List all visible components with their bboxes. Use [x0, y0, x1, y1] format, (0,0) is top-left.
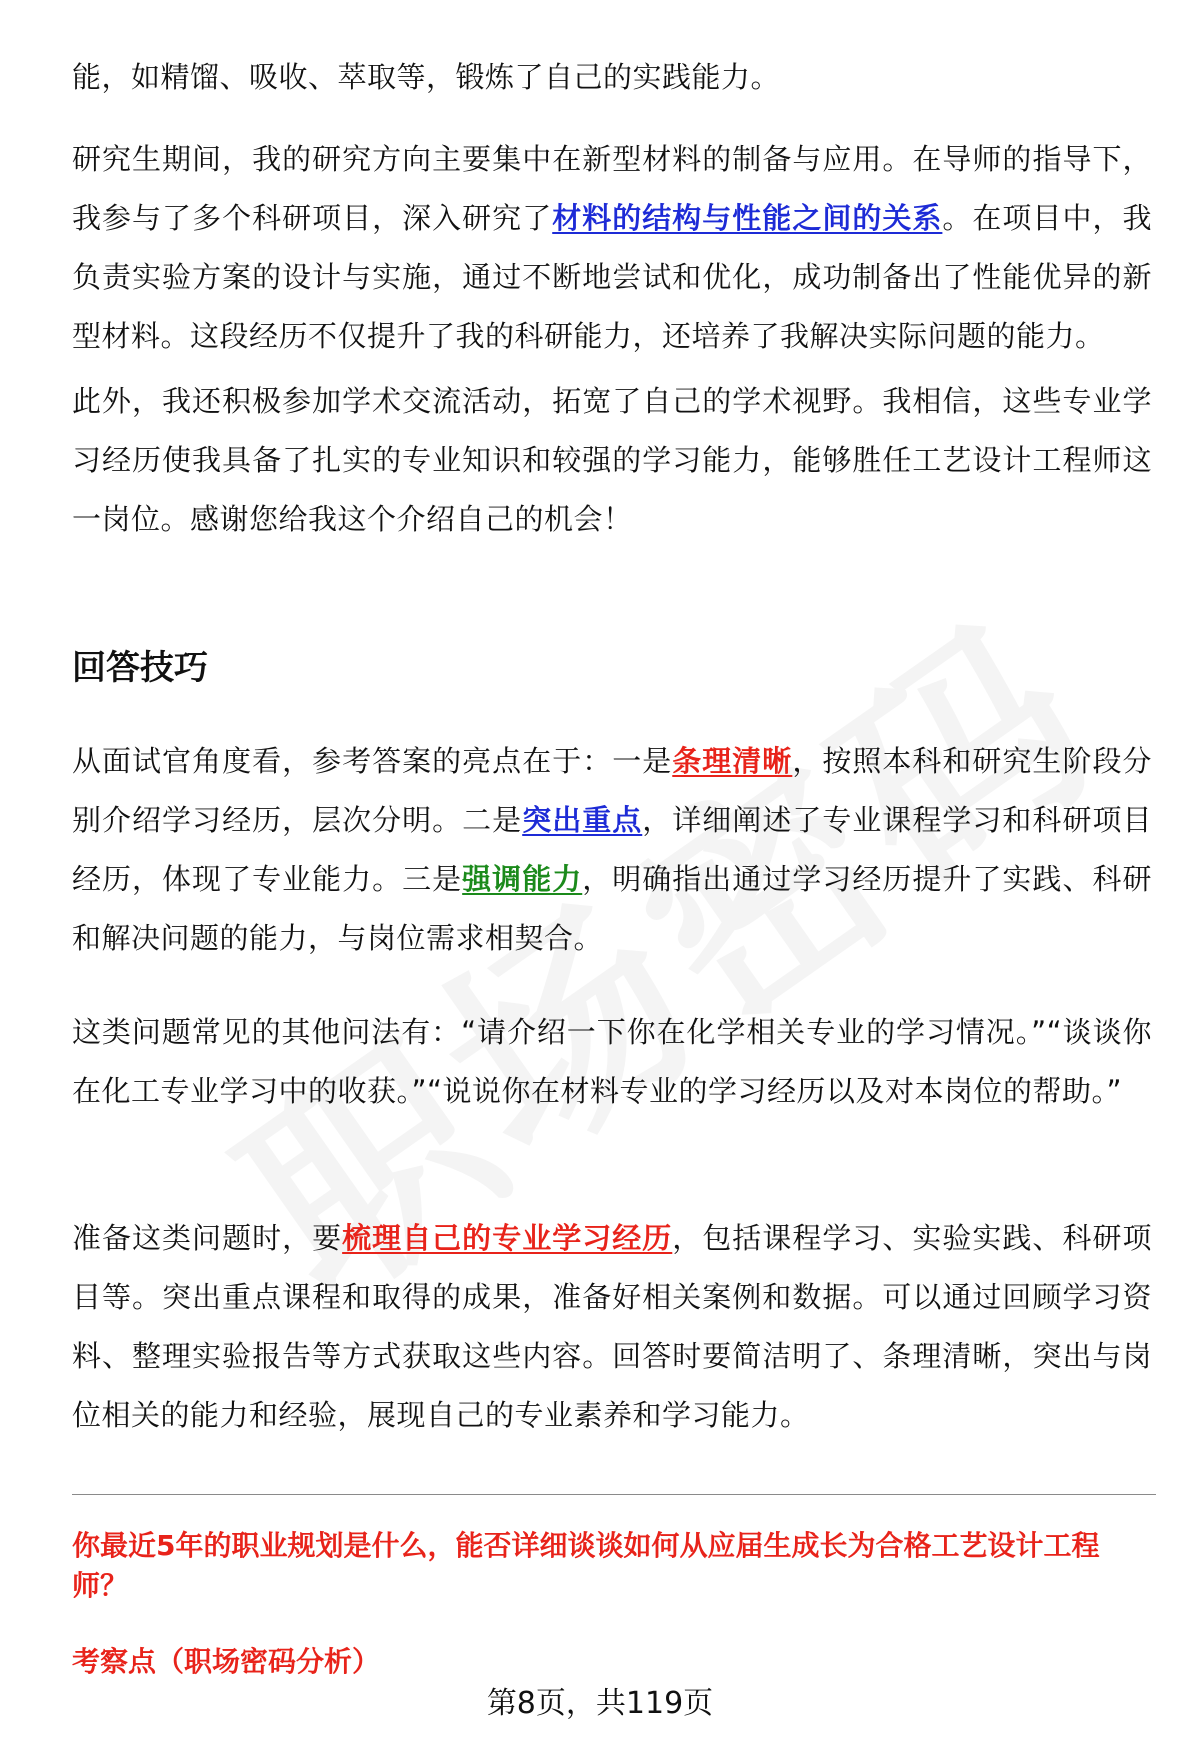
tips-1-text-a: 从面试官角度看，参考答案的亮点在于：一是 [72, 744, 673, 778]
next-subhead: 考察点（职场密码分析） [72, 1645, 381, 1678]
paragraph-1 [72, 48, 1152, 107]
paragraph-1-text: 能，如精馏、吸收、萃取等，锻炼了自己的实践能力。 [72, 60, 781, 94]
tips-1-text-d: ，明确指出通过学习经历提升了实践、科研和解决问题的能力，与岗位需求相契合。 [72, 862, 1152, 955]
paragraph-2 [72, 130, 1152, 366]
tips-paragraph-3 [72, 1209, 1152, 1445]
section-title: 回答技巧 [72, 648, 208, 688]
highlight-ability: 强调能力 [462, 862, 583, 896]
page-footer: 第8页，共119页 [486, 1686, 714, 1721]
tips-3-text-a: 准备这类问题时，要 [72, 1221, 343, 1255]
paragraph-3 [72, 372, 1152, 549]
highlight-organize-experience: 梳理自己的专业学习经历 [342, 1221, 673, 1255]
tips-1-text-c: ，详细阐述了专业课程学习和科研项目经历，体现了专业能力。三是 [72, 803, 1152, 896]
paragraph-3-text: 此外，我还积极参加学术交流活动，拓宽了自己的学术视野。我相信，这些专业学习经历使我具备了扎实的专业知识和较强的学习能力，能够胜任工艺设计工程师这一岗位。感谢您给我这个介绍自己的机会！ [72, 384, 1152, 536]
highlight-key-points: 突出重点 [522, 803, 643, 837]
highlight-clear-structure: 条理清晰 [672, 744, 793, 778]
tips-1-text-b: ，按照本科和研究生阶段分别介绍学习经历，层次分明。二是 [72, 744, 1152, 837]
tips-3-text-b: ，包括课程学习、实验实践、科研项目等。突出重点课程和取得的成果，准备好相关案例和数据。可以通过回顾学习资料、整理实验报告等方式获取这些内容。回答时要简洁明了、条理清晰，突出与岗位相关的能力和经验，展现自己的专业素养和学习能力。 [72, 1221, 1152, 1432]
tips-paragraph-1 [72, 732, 1152, 968]
next-question: 你最近5年的职业规划是什么，能否详细谈谈如何从应届生成长为合格工艺设计工程师？ [72, 1529, 1100, 1602]
section-divider [72, 1494, 1156, 1495]
paragraph-2-text-b: 。在项目中，我负责实验方案的设计与实施，通过不断地尝试和优化，成功制备出了性能优异的新型材料。这段经历不仅提升了我的科研能力，还培养了我解决实际问题的能力。 [72, 201, 1152, 353]
highlight-structure-performance: 材料的结构与性能之间的关系 [552, 201, 943, 235]
tips-2-text: 这类问题常见的其他问法有：“请介绍一下你在化学相关专业的学习情况。”“谈谈你在化工专业学习中的收获。”“说说你在材料专业的学习经历以及对本岗位的帮助。” [72, 1015, 1152, 1108]
tips-paragraph-2 [72, 1003, 1152, 1121]
paragraph-2-text-a: 研究生期间，我的研究方向主要集中在新型材料的制备与应用。在导师的指导下，我参与了多个科研项目，深入研究了 [72, 142, 1152, 235]
